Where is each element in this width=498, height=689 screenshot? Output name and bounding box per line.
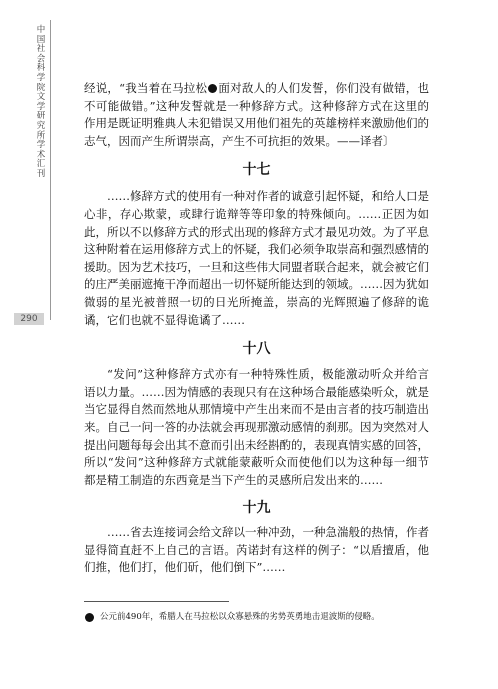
- section-19-paragraph: ……省去连接词会给文辞以一种冲劲，一种急湍般的热情，作者显得简直赶不上自己的言语。芮诺封有这样的例子：“以盾擅盾，他们推，他们打，他们斫，他们倒下”……: [84, 525, 429, 575]
- section-heading-17: 十七: [242, 162, 271, 179]
- page-number: 290: [14, 313, 44, 325]
- intro-text-before-note: 经说，“我当着在马拉松: [84, 81, 208, 95]
- footnote-marker-icon: [85, 613, 94, 622]
- footnote-text: 公元前490年，希腊人在马拉松以众寡悬殊的劣势英勇地击退波斯的侵略。: [100, 612, 380, 622]
- page-body: [84, 80, 429, 577]
- section-heading-18: 十八: [242, 341, 271, 358]
- section-18-paragraph: “发问”这种修辞方式亦有一种特殊性质，极能激动听众并给言语以力量。……因为情感的表现只有在这种场合最能感染听众，就是当它显得自然而然地从那情境中产生出来而不是由言者的技巧制造出来。自己一问一答的办法就会再现那激动感情的刹那。因为突然对人提出问题每每会出其不意而引出未经斟酌的，表现真情实感的回答，所以“发问”这种修辞方式就能蒙蔽听众而使他们以为这种每一细节都是精工制造的东西竟是当下产生的灵感所启发出来的……: [84, 367, 429, 487]
- intro-paragraph: [84, 80, 429, 150]
- footnote-marker-icon: [208, 84, 217, 93]
- footnote-rule: [84, 601, 229, 602]
- footnote: [84, 611, 429, 623]
- journal-series-title: 中国社会科学院文学研究所学术汇刊: [36, 25, 46, 179]
- margin-rule: [50, 20, 51, 320]
- section-heading-19: 十九: [242, 500, 271, 517]
- section-17-paragraph: ……修辞方式的使用有一种对作者的诚意引起怀疑，和给人口是心非，存心欺蒙，或肆行诡辩等等印象的特殊倾向。……正因为如此，所以不以修辞方式的形式出现的修辞方式才最见功效。为了平息这种附着在运用修辞方式上的怀疑，我们必须争取崇高和强烈感情的援助。因为艺术技巧，一旦和这些伟大同盟者联合起来，就会被它们的庄严美丽遮掩干净而超出一切怀疑所能达到的领域。……因为犹如微弱的星光被普照一切的日光所掩盖，崇高的光辉照遍了修辞的诡谲，它们也就不显得诡谲了……: [84, 189, 429, 327]
- intro-text-after-note: 面对敌人的人们发誓，你们没有做错，也不可能做错。”这种发誓就是一种修辞方式。这种修辞方式在这里的作用是既证明雅典人未犯错误又用他们祖先的英雄榜样来激励他们的志气，因而产生所谓崇高，产生不可抗拒的效果。——译者〕: [84, 81, 429, 148]
